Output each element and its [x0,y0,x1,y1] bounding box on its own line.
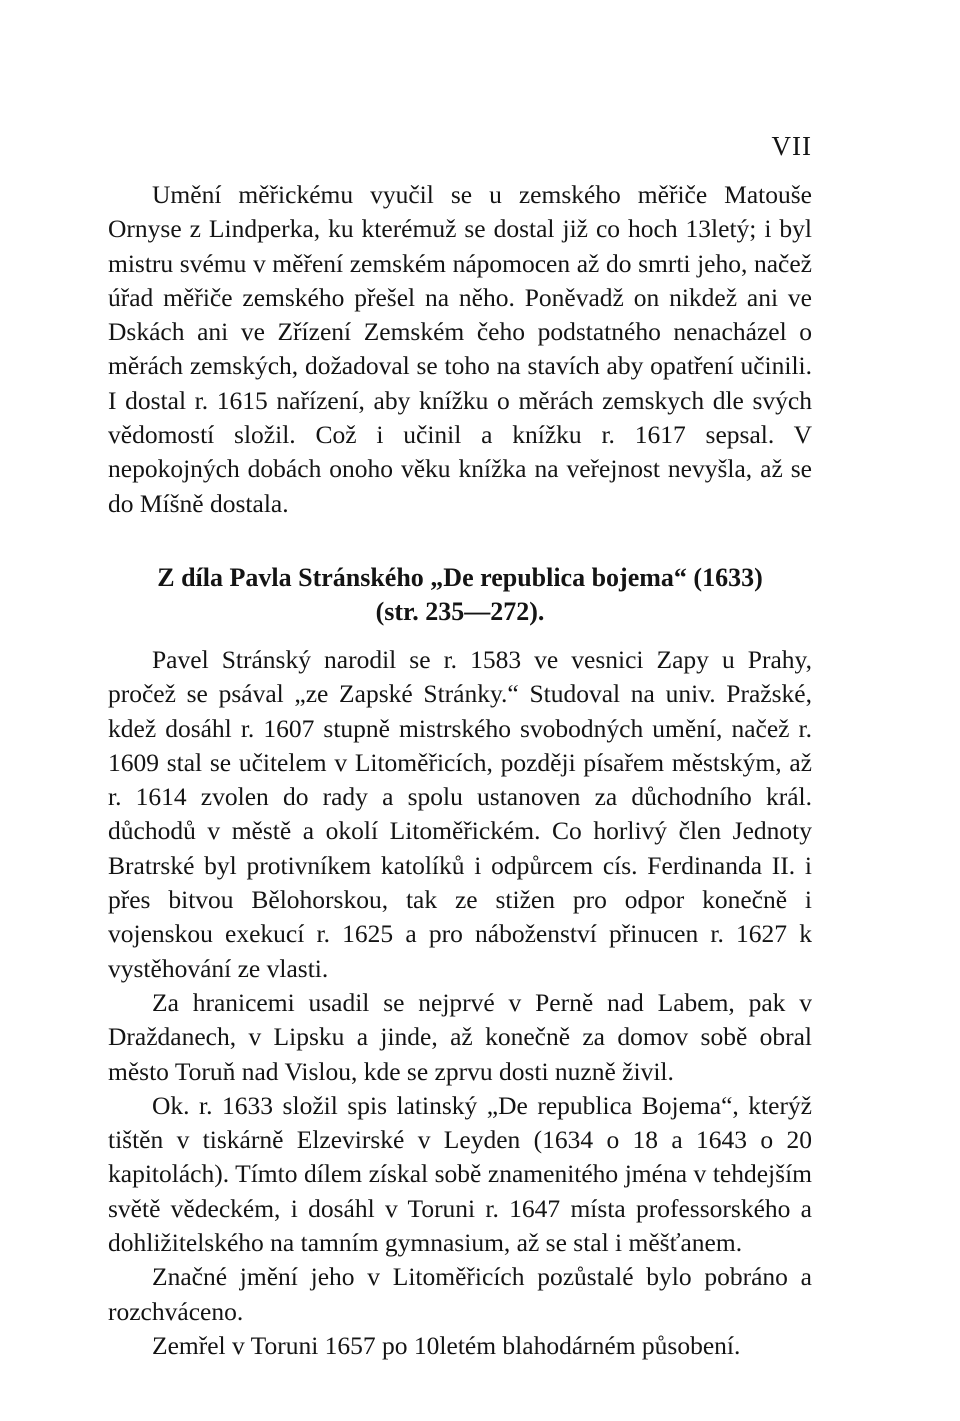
section-heading-line-2: (str. 235—272). [375,596,545,626]
document-page [108,128,812,1363]
paragraph-work: Ok. r. 1633 složil spis latinský „De republica Bojema“, kterýž tištěn v tiskárně Elzevirské v Leyden (1634 o 18 a 1643 o 20 kapitolách). Tímto dílem získal sobě znamenitého jména v tehdejším světě vědeckém, i dosáhl v Toruni r. 1647 místa professorského a dohližitelského na tamním gymnasium, až se stal i měšťanem. [108,1090,812,1258]
paragraph-death: Zemřel v Toruni 1657 po 10letém blahodárném působení. [152,1330,741,1360]
section-heading [108,561,812,629]
paragraph-property: Značné jmění jeho v Litoměřicích pozůstalé bylo pobráno a rozchváceno. [108,1262,812,1326]
section-heading-line-1: Z díla Pavla Stránského „De republica bojema“ (1633) [157,562,763,592]
intro-paragraph: Umění měřickému vyučil se u zemského měřiče Matouše Ornyse z Lindperka, ku kterémuž se dostal již co hoch 13letý; i byl mistru svému v měření zemském nápomocen až do smrti jeho, načež úřad měřiče zemského přešel na něho. Poněvadž on nikdež ani ve Dskách ani ve Zřízení Zemském čeho podstatného nenacházel o měrách zemských, dožadoval se toho na stavích aby opatření učinili. I dostal r. 1615 nařízení, aby knížku o měrách zemskych dle svých vědomostí složil. Což i učinil a knížku r. 1617 sepsal. V nepokojných dobách onoho věku knížka na veřejnost nevyšla, až se do Míšně dostala. [108,180,812,518]
page-number: VII [771,131,812,161]
paragraph-biography: Pavel Stránský narodil se r. 1583 ve vesnici Zapy u Prahy, pročež se psával „ze Zapské Stránky.“ Studoval na univ. Pražské, kdež dosáhl r. 1607 stupně mistrského svobodných umění, načež r. 1609 stal se učitelem v Litoměřicích, později písařem městským, až r. 1614 zvolen do rady a spolu ustanoven za důchodního král. důchodů v městě a okolí Litoměřickém. Co horlivý člen Jednoty Bratrské byl protivníkem katolíků i odpůrcem cís. Ferdinanda II. i přes bitvou Bělohorskou, tak ze stižen pro odpor konečně i vojenskou exekucí r. 1625 a pro náboženství přinucen r. 1627 k vystěhování ze vlasti. [108,644,812,983]
paragraph-exile: Za hranicemi usadil se nejprvé v Perně nad Labem, pak v Draždanech, v Lipsku a jinde, až konečně za domov sobě obral město Toruň nad Vislou, kde se zprvu dosti nuzně živil. [108,987,812,1086]
